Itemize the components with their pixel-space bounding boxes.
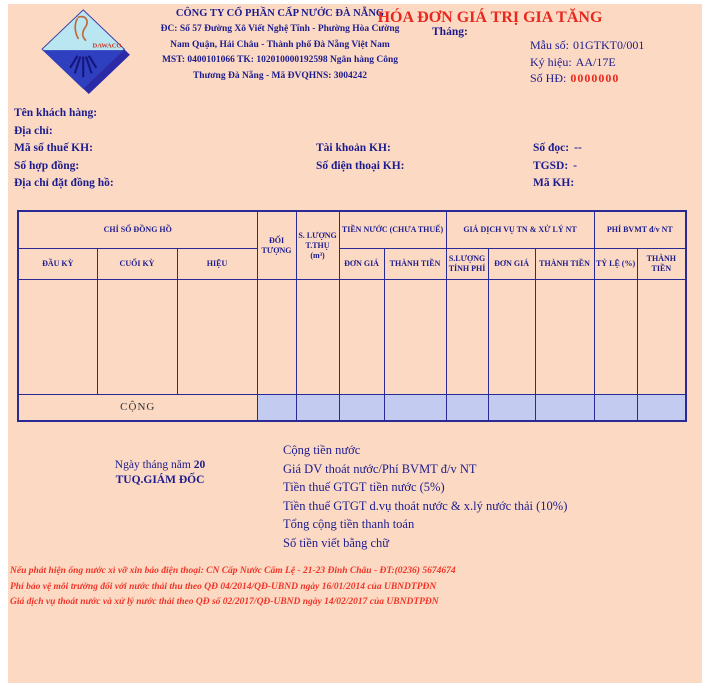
invoice-title: HÓA ĐƠN GIÁ TRỊ GIA TĂNG [377,9,603,26]
total-line-vat-drainage: Tiền thuế GTGT d.vụ thoát nước & x.lý nước thải (10%) [283,498,568,513]
col-group-drainage-service: GIÁ DỊCH VỤ TN & XỬ LÝ NT [446,211,594,249]
invoice-form-no: Mẫu số: 01GTKT0/001 [530,38,645,52]
customer-name-field: Tên khách hàng: [14,107,98,119]
col-unit-price-drainage: ĐƠN GIÁ [488,249,535,280]
col-difference: HIỆU [177,249,257,280]
cell-unit-price-water [339,280,384,395]
total-amount-water [384,395,446,422]
col-group-env-fee: PHÍ BVMT đ/v NT [594,211,686,249]
col-amount-drainage: THÀNH TIỀN [535,249,594,280]
company-name: CÔNG TY CỔ PHẦN CẤP NƯỚC ĐÀ NẴNG [175,8,385,19]
invoice-page [8,4,702,683]
reading-value: -- [574,142,582,154]
company-address-line: Nam Quận, Hải Châu - Thành phố Đà Nẵng Việt Nam [170,39,390,50]
col-unit-price-water: ĐƠN GIÁ [339,249,384,280]
total-line-vat-water: Tiền thuế GTGT tiền nước (5%) [283,480,445,494]
total-line-grand-total: Tổng cộng tiền thanh toán [283,517,415,531]
col-amount-env-fee: THÀNH TIỀN [637,249,686,280]
total-amount-env-fee [637,395,686,422]
cell-unit-price-drainage [488,280,535,395]
cell-rate-percent [594,280,637,395]
cell-difference [177,280,257,395]
invoice-symbol: Ký hiệu: AA/17E [530,54,616,69]
customer-code-field: Mã KH: [533,177,575,189]
meter-table-data-row [18,280,686,395]
footer-notes [10,564,456,611]
signature-block [60,458,260,488]
customer-address-field: Địa chỉ: [14,124,53,137]
cell-end-index [97,280,177,395]
reading-field: Số đọc: -- [533,142,582,154]
total-row-label: CỘNG [18,395,257,422]
cell-subject [257,280,296,395]
footer-note: Phí bảo vệ môi trường đối với nước thải thu theo QĐ 04/2014/QĐ-UBND ngày 16/01/2014 của UBNDTPĐN [10,581,437,592]
total-unit-price-drainage [488,395,535,422]
col-start-index: ĐẦU KỲ [18,249,97,280]
total-line-water: Cộng tiền nước [283,443,361,457]
dawaco-logo-icon [38,8,134,94]
customer-account-field: Tài khoản KH: [316,142,391,154]
cell-fee-volume [446,280,488,395]
total-line-drainage-fee: Giá DV thoát nước/Phí BVMT đ/v NT [283,461,477,476]
customer-info-middle [316,140,405,175]
cell-amount-drainage [535,280,594,395]
company-address-line: ĐC: Số 57 Đường Xô Viết Nghệ Tĩnh - Phường Hòa Cường [160,24,400,34]
col-subject: ĐỐI TƯỢNG [257,211,296,280]
footer-note: Nếu phát hiện ống nước xì vỡ xin báo điện thoại: CN Cấp Nước Cẩm Lệ - 21-23 Đinh Châu - ĐT:(0236) 5674674 [10,566,456,576]
invoice-month-label: Tháng: [432,26,468,38]
invoice-number: Số HĐ: 0000000 [530,71,620,85]
company-address-line: MST: 0400101066 TK: 102010000192598 Ngân hàng Công [161,55,399,65]
logo-text: DAWACO [92,42,122,50]
total-line-amount-in-words: Số tiền viết bằng chữ [283,535,390,550]
usage-time-value: - [573,159,577,172]
customer-contract-field: Số hợp đồng: [14,159,80,172]
company-address-line: Thương Đà Nẵng - Mã ĐVQHNS: 3004242 [192,70,368,81]
signature-date-line: Ngày tháng năm 20 [114,459,206,471]
customer-phone-field: Số điện thoại KH: [316,159,405,172]
customer-info-right [533,140,582,193]
total-fee-volume [446,395,488,422]
col-consumed-volume: S. LƯỢNG T.THỤ (m³) [296,211,339,280]
total-rate-percent [594,395,637,422]
cell-amount-water [384,280,446,395]
signature-year: 20 [193,459,206,471]
col-group-meter-index: CHỈ SỐ ĐỒNG HỒ [18,211,257,249]
meter-table [17,210,687,422]
invoice-number-value: 0000000 [570,71,620,85]
customer-tax-code-field: Mã số thuế KH: [14,142,93,154]
signature-title: TUQ.GIÁM ĐỐC [115,474,205,486]
total-amount-drainage [535,395,594,422]
col-group-water-money: TIỀN NƯỚC (CHƯA THUẾ) [339,211,446,249]
total-consumed-volume [296,395,339,422]
meter-table-total-row [18,395,686,422]
total-unit-price-water [339,395,384,422]
cell-consumed-volume [296,280,339,395]
invoice-meta [530,37,644,87]
customer-meter-address-field: Địa chỉ đặt đồng hồ: [14,177,114,189]
col-rate-percent: TỶ LỆ (%) [594,249,637,280]
totals-block [283,441,567,552]
col-fee-volume: S.LƯỢNG TÍNH PHÍ [446,249,488,280]
cell-amount-env-fee [637,280,686,395]
col-end-index: CUỐI KỲ [97,249,177,280]
footer-note: Giá dịch vụ thoát nước và xử lý nước thải theo QĐ số 02/2017/QĐ-UBND ngày 14/02/2017 của UBNDTPĐN [10,597,439,607]
usage-time-field: TGSD: - [533,159,577,172]
cell-start-index [18,280,97,395]
customer-info-left [14,105,114,193]
col-amount-water: THÀNH TIỀN [384,249,446,280]
total-subject [257,395,296,422]
